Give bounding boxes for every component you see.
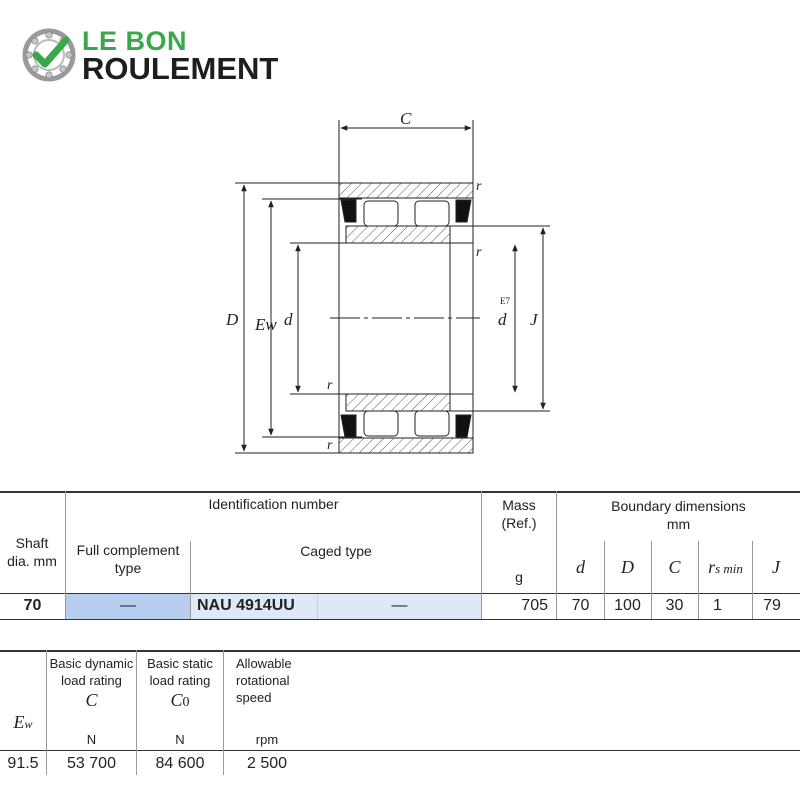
- header-allowable-speed: Allowable rotational speed: [236, 656, 292, 705]
- cell-caged-model[interactable]: NAU 4914UU: [197, 597, 295, 614]
- header-rsmin-symbol: r: [708, 557, 716, 577]
- cell-shaft: 70: [23, 597, 42, 614]
- header-shaft-dia: Shaft dia. mm: [7, 535, 57, 569]
- cell-static: 84 600: [155, 755, 205, 772]
- cell-J: 79: [763, 597, 781, 614]
- header-static-unit-n: N: [175, 732, 185, 747]
- header-dynamic-symbol: C: [85, 690, 98, 710]
- dim-label-dE7-sup: E7: [500, 296, 510, 306]
- cell-D: 100: [614, 597, 641, 614]
- header-static-symbol: [137, 690, 223, 711]
- dim-label-J: J: [530, 310, 538, 329]
- dim-label-d: d: [284, 310, 293, 329]
- header-D: D: [621, 557, 634, 577]
- dim-label-r-3: r: [327, 378, 333, 393]
- dim-label-dE7: d: [498, 310, 507, 329]
- header-C: C: [668, 557, 681, 577]
- header-boundary-unit: mm: [666, 516, 691, 532]
- header-d: d: [576, 557, 585, 577]
- logo-text-bottom: ROULEMENT: [82, 51, 279, 86]
- header-static-load: Basic static load rating: [147, 656, 213, 688]
- cell-speed: 2 500: [246, 755, 288, 772]
- cell-caged-alt: —: [391, 597, 408, 614]
- header-speed-unit: rpm: [255, 732, 279, 747]
- cell-rsmin: 1: [713, 597, 722, 614]
- dim-label-r-4: r: [327, 438, 333, 453]
- header-static-symbol-sub: 0: [182, 695, 190, 710]
- header-boundary-dimensions: Boundary dimensions: [611, 498, 746, 514]
- header-rsmin-sub: s min: [715, 561, 743, 576]
- cell-ew: 91.5: [7, 755, 39, 772]
- header-mass: Mass (Ref.): [501, 497, 537, 531]
- header-dynamic-load: Basic dynamic load rating: [49, 656, 134, 688]
- header-ew-symbol: E: [13, 712, 25, 732]
- bearing-check-icon: [22, 28, 76, 82]
- header-caged-type: Caged type: [300, 543, 372, 559]
- dim-label-Ew: Ew: [255, 315, 277, 334]
- header-mass-unit: g: [515, 569, 523, 585]
- cell-full-complement: —: [120, 597, 136, 614]
- header-full-complement: Full complement type: [76, 542, 180, 576]
- dim-label-C: C: [400, 109, 412, 128]
- header-ew: [0, 712, 46, 733]
- cell-d: 70: [571, 597, 590, 614]
- header-J: J: [772, 557, 780, 577]
- header-ew-sub: w: [24, 717, 33, 731]
- header-rsmin: [699, 557, 752, 578]
- header-identification: Identification number: [208, 496, 339, 512]
- header-dynamic-unit: N: [86, 732, 97, 747]
- logo-text-top: LE BON: [82, 26, 188, 56]
- cell-mass: 705: [521, 597, 548, 614]
- dim-label-r-2: r: [476, 245, 482, 260]
- cell-dynamic: 53 700: [67, 755, 116, 772]
- bearing-drawing: [0, 100, 800, 470]
- dim-label-D: D: [226, 310, 239, 329]
- dim-label-r-1: r: [476, 179, 482, 194]
- cell-C: 30: [665, 597, 684, 614]
- header-static-symbol-text: C: [170, 690, 183, 710]
